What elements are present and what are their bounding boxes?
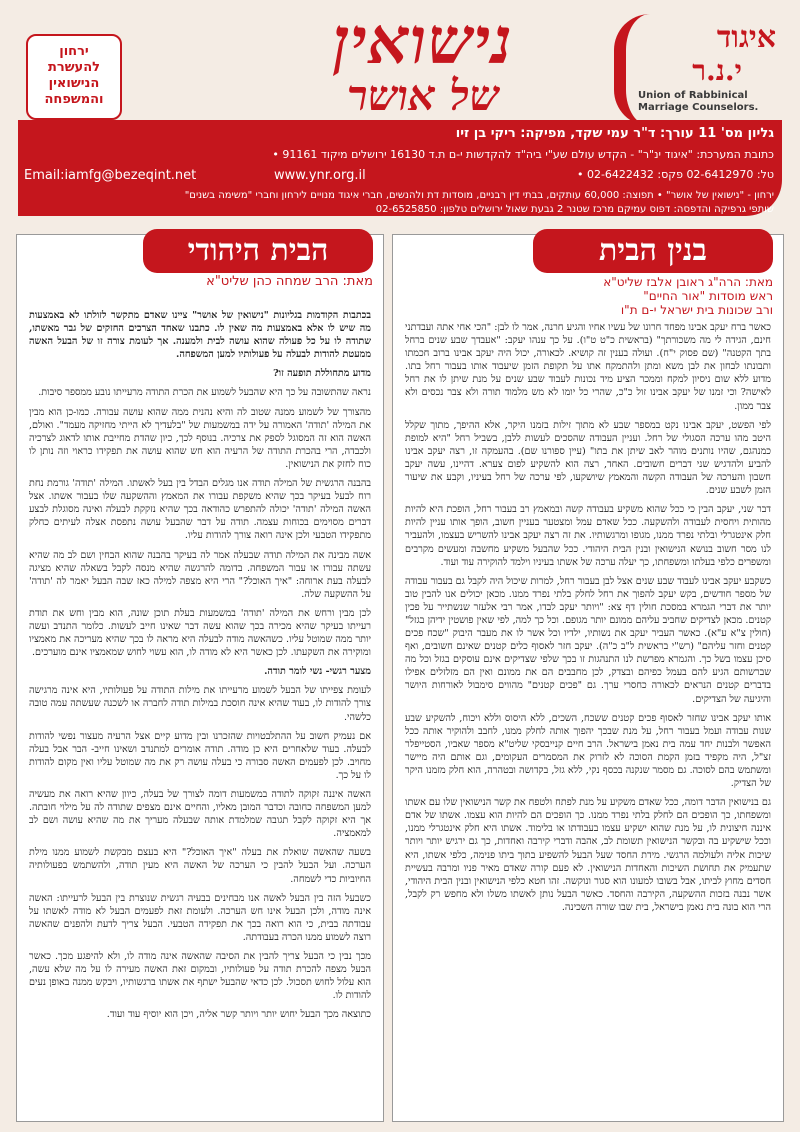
credits-line: ירחון - "נישואין של אושר" • תפוצה: 60,000 עותקים, בבתי דין רבניים, מוסדות דת ולהנשים, חברי איגוד מנויים לירחון וחברי "משימה בשנים"	[184, 190, 774, 201]
badge-line: להעשרת	[47, 60, 101, 75]
paragraph: לכן מבין ורחש את המילה 'תודה' במשמעות בעלת תוכן שונה, הוא מבין וחש את תודת רעייתו בעיקר שהיא מכירה בכך שהוא עשה דבר שאינו חייב לעשות. כלומר התנדב ועשה יותר ממה שמוטל עליו. כשהאשה מודה לבעלה היא מראה לו בכך שהיא מעריכה את מאמציו ומוקירה את השקעתו. לכן כאשר היא לא מודה לו, הוא עשוי לחוש שמאמציו אינם מוערכים.	[29, 607, 371, 659]
badge-line: והמשפחה	[44, 92, 104, 107]
article-title: הבית היהודי	[143, 229, 373, 273]
email-link[interactable]: Email:iamfg@bezeqint.net	[24, 168, 197, 183]
org-name-he: איגוד	[716, 20, 776, 55]
logo-title: נישואין	[332, 4, 514, 79]
author-line: מאת: הרה"ג ראובן אלבז שליט"א	[603, 275, 773, 289]
paragraph: כתוצאה מכך הבעל יחוש יותר ויותר קשר אליה, ויכן הוא יוסיף עוד ועוד.	[106, 1009, 371, 1021]
subheading: מדוע מתחוללת תופעה זו?	[273, 368, 371, 380]
print-line	[376, 204, 774, 215]
paragraph: אשה מבינה את המילה תודה שבעלה אמר לה בעיקר בהבנה שהוא הבחין ושם לב מה שהיא עשתה עבורו או עבור המשפחה. בדומה להרגשה שהיא מנסה לקבל בשאלה שהיא מציגה לבעלה בעת ארוחה: "איך האוכל?" הרי היא מצפה למילה כאז שבה הבעל יאמר לה 'תודה' על ההשקעה שלה.	[29, 549, 371, 600]
paragraph: כשקבע יעקב אבינו לעבוד שבע שנים אצל לבן בעבור רחל, למרות שיכול היה לקבל גם בעבור עבודה של מספר חודשים, בקש יעקב להפוך את רחל לחלק בלתי נפרד ממנו. מכאן יכולים אנו להבין טוב יותר את דברי הגמרא במסכת חולין דף צא: "ויותר יעקב לבדו, אמר רבי אלעזר שנשתייר על פכין קטנים. מכאן לצדיקים שחביב עליהם ממונם יותר מגופם. וכל כך למה, לפי שאין פושטין ידיהן בגזל" (חולין צ"א ע"א). כאשר העביר יעקב את נשותיו, ילדיו וכל אשר לו את מעבר היבוק "שכח פכים קטנים וחזר עליהם" (רש"י בראשית ל"ב כ"ה). יעקב חזר לאסוף כלים קטנים שאינם חשובים, ואף סיכן עצמו בשל כך. והגמרא מפרשת לנו התנהגות זו בכך שלפי שצדיקים אינם עוסקים בגזל וכל מה שברשותם הגיע להם בעמל כפיהם ובצדק, לכן מחבבים הם את ממונם ואין הם מזלזלים אפילו בדברים קטנים הנראים לכאורה כחסרי ערך. גם "פכים קטנים" מהווים סימבול לאורחות היושר והיגיעה של הצדיקים.	[405, 575, 771, 705]
masthead	[18, 4, 782, 120]
article-author	[533, 275, 773, 317]
paragraph: אם נעמיק חשוב על ההתלבטויות שהזכרנו ובין מדוע קיים אצל הרעיה מעצור נפשי להודות לבעלה. בעוד שלאחרים היא כן מודה. תודה אומרים למתנדב ושאינו חייב- הבר אבל בעלה מחויב. לכן לפעמים האשה סבורה כי בעלה עושה רק את מה שמוטל עליו ואין מקום להודות לו על כך.	[29, 730, 371, 781]
paragraph: נראה שהתשובה על כך היא שהבעל לשמוע את הכרת התודה מרעייתו נובע ממספר סיבות.	[38, 387, 371, 399]
info-bar	[18, 120, 782, 216]
monthly-badge	[26, 34, 122, 120]
logo-subtitle: של אושר	[346, 71, 500, 120]
subheading: מצער רגשי- נשי לומר תודה.	[264, 666, 371, 678]
website-link[interactable]: www.ynr.org.il	[274, 168, 366, 183]
article-body	[29, 309, 371, 1115]
phone-line: טל: 02-6412970 פקס: 02-6422432 •	[576, 168, 774, 181]
org-name-en: Union of Rabbinical Marriage Counselors.	[638, 90, 759, 113]
article-author: מאת: הרב שמחה כהן שליט"א	[206, 274, 373, 289]
paragraph: אותו יעקב אבינו שחזר לאסוף פכים קטנים ששכח, השכים, ללא היסוס וללא ויכוח, להשקיע שבע שנות עבודה ועמל בעבור רחל, על מנת שבכך יהפוך אותה לחלק ממנו, לחבב ולהוקיר אותה ככל האפשר ולבנות יחד עמה בית נאמן בישראל. הרב חיים קנייבסקי שליט"א מספר שאביו, הסטייפלר זצ"ל, היה מקפיד בזמן הקמת הסוכה לא לזרוק את המסמרים העקומים, וגם אותם היה מיישר ומשתמש בהם לסוכה. גם מסמר שנקנה בכסף נקי, ללא גזל, בקדושה ובטהרה, הוא חלק מזמנו היקר של הצדיק.	[405, 712, 771, 790]
badge-line: ירחון	[59, 44, 89, 59]
paragraph: כשבעל הזה בין הבעל לאשה אנו מבחינים בבעיה רגשית שנוצרת בין הבעל לרעייתו: האשה אינה מודה, ולכן הבעל אינו חש הערכה. ולעומת זאת לפעמים הבעל לא מודה לאשתו על עבודתה בבית, כי הוא רואה בכך את תפקידה הטבעי. הבעל צריך לדעת ולהפנים שהאשה רוצה לשמוע ממנו הכרה בעבודתה.	[29, 892, 371, 943]
contact-row	[24, 168, 774, 181]
author-line: ראש מוסדות "אור החיים"	[643, 289, 773, 303]
print-text: שותפי גרפיקה והדפסה: דפוס עמיקם מרכז שטנר 2 גבעת שאול ירושלים טלפון:	[439, 204, 774, 215]
badge-line: הנישואין	[48, 76, 100, 91]
article-right	[392, 234, 784, 1122]
article-body	[405, 321, 771, 1113]
paragraph: מכך נבין כי הבעל צריך להבין את הסיבה שהאשה אינה מודה לו, ולא להיפגע מכך. כאשר הבעל מצפה להכרת תודה על פעולותיו, ובמקום זאת האשה מעירה לו על מה שלא עשה, הוא עלול לחוש תסכול. לכן כדאי שהבעל ישתף את אשתו ברגשותיו, ויבקש ממנה באופן נעים להודות לו.	[29, 951, 371, 1002]
paragraph: מהצורך של לשמוע ממנה שטוב לה והיא נהנית ממה שהוא עושה עבורה. כמו-כן הוא מבין את המילה 'תודה' האמורה על ידה במשמעות של "בלעדיך לא הייתי מחזיקה מעמד". ואולם, האשה הוא זה המסוגל לספק את צרכיה. בנוסף לכך, כיון שהדת מחייבת אותו לדאוג לצרכיה ולכבדה, הרי בהכרת התודה של הרעיה הוא חש שהוא עושה את תפקידו כראוי וזה נותן לו כוח לחזק את הנישואין.	[29, 406, 371, 470]
print-phone: 02-6525850	[375, 204, 437, 215]
author-line: ורב שכונות בית ישראל י-ם ת"ו	[620, 303, 773, 317]
issue-line: גליון מס' 11 עורך: ד"ר עמי שקד, מפיקה: ריקי בן זיו	[455, 126, 774, 141]
newsletter-logo	[218, 4, 628, 122]
paragraph: לעומת צפייתו של הבעל לשמוע מרעייתו את מילות התודה על פעולותיו, היא אינה מרגישה צורך להודות לו, בעוד שהיא אינה חוסכת במילות תודה לחברה או לשכנה שעשתה עמה טובה כלשהי.	[29, 685, 371, 723]
paragraph: גם בנישואין הדבר דומה, ככל שאדם משקיע על מנת לפתח ולטפח את קשר הנישואין שלו עם אשתו ומשפחתו, כך הופכים הם לחלק בלתי נפרד ממנו. כך הופכים הם להיות הוא עצמו. אשתו של אדם איננה חיצונית לו, על מנת שהוא ישקיע עצמו בעבודתו או בלימוד. אשתו היא חלק אינטגרלי ממנו, וככל שישקיע בה ובקשר הנישואין תשומת לב, אהבה ודברי קירבה ואחדות, כך גם ירגיש יותר ויותר שיכות אליה ולעולמה הרגשי. מידת החסד שעל הבעל להשפיע בתוך ביתו פנימה, כלפי אשתו, היא שתעמיק את תחושת השיכות והאחדות הנישואין. לא פעם קורה שאדם מאיר פניו ומרבה בעשיית חסדים מחוץ לביתו, אבל בשובו למעונו הוא סגור ונוקשה. זהו חטא כלפי הנישואין ובנין הבית היהודי, אשר נבנה בזכות ההשקעה, הקירבה והחסד. כאשר הבעל נותן לאשתו משלו ולא מחפש רק לקבל, הרי הוא בונה בית נאמן בישראל, בית שבו שורה השכינה.	[405, 797, 771, 913]
organization-logo	[622, 14, 782, 126]
address-line: כתובת המערכת: "איגוד ינ"ר" - הקדש עולם שע"י ביה"ד להקדשות י-ם ת.ד 16130 ירושלים מיקוד 91161 •	[272, 148, 774, 161]
paragraph: בהבנה הרגשית של המילה תודה אנו מגלים הבדל בין בעל לאשתו. המילה 'תודה' גורמת נחת רוח לבעל בעיקר בכך שהיא משקפת עבורו את המאמץ וההשקעה שלו בעבור אשתו. אצל האשה המילה 'תודה' יכולה להתפרש כהודאה בכך שהיא נזקקת לבעלה ואינה מסוגלת לבצע דברים מסוימים בכוחות עצמה. תודה על דבר שהבעל עושה נתפסת אצלה לעיתים כחלק מתפקידו הטבעי ולכן אינה רואה צורך להודות עליו.	[29, 478, 371, 542]
intro-paragraph: בכתבות הקודמות בגליונות "נישואין של אושר" ציינו שאדם מתקשר לזולתו לא באמצעות מה שיש לו אלא באמצעות מה שאין לו. כתבנו שאחד הצרכים החזקים של גבר מאשתו, שתודה לו על כל פעולה שהוא עושה לבית ולמענה. אך לעומת צורה זו של הבעל האשה ממעטת להודות לבעלה על פעולותיו למען המשפחה.	[29, 310, 371, 361]
paragraph: לפי הפשט, יעקב אבינו נקט במספר שבע לא מתוך זילות בזמנו היקר, אלא ההיפך, מתוך שקלל היטב מהו ערכה הסגולי של רחל. ועניין העבודה שהסכים לעשות ללבן, בשביל רחל "היא למופת כמנהגם, שהיו נותנים מוהר לאב שיתן את בתו" (עיין ספורנו שם). בהעמקה זו, רצה יעקב אבינו להביע ולהדגיש שני דברים חשובים. האחד, רצה הוא להשקיע לפום צערא. דהיינו, עשה יעקב חשבון והערכה של העבודה הקשה והמאמץ שיושקעו, לפי ערכה של רחל בעיניו, וקבע את שיעור הזמן לשבע שנים.	[405, 419, 771, 497]
article-title: בנין הבית	[533, 229, 773, 273]
paragraph: כאשר ברח יעקב אבינו מפחד חרונו של עשיו אחיו והגיע חרנה, אמר לו לבן: "הכי אחי אתה ועבדתני חינם, הגידה לי מה משכורתך" (בראשית כ"ט ט"ו). על כך ענהו יעקב: "אעבדך שבע שנים ברחל בתך הקטנה" (שם פסוק י"ח). ועולה בענין זה קושיא. לכאורה, יכול היה יעקב אבינו ברוב חכמתו ותבונתו לבחון את לבן משא ומתן ולהתמקח אתו על תקופת הזמן שיעבוד אותו בעבור רחל בתו. מדוע ללא שום ניסיון למקח וממכר הציע מיד נכונות לעבוד שבע שנים על מנת שיתן לו את רחל לאישה? וכי זמנו של יעקב אבינו זול כ"כ, שהרי כל יומו לא מש מלמוד תורה ולא צבר נכסים ולא צבר ממון.	[405, 322, 771, 412]
paragraph: בשעה שהאשה שואלת את בעלה "איך האוכל?" היא בעצם מבקשת לשמוע ממנו מילת הערכה. ועל הבעל להבין כי הערכה של האשה היא מעין תודה, ולהשתמש בפעולותיה החיוביות כדי לשמחה.	[29, 847, 371, 885]
paragraph: דבר שני, יעקב הבין כי ככל שהוא משקיע בעבודה קשה ובמאמץ רב בעבור רחל, הופכת היא להיות מהותית ויחסית לעבודה ולהשקעה. ככל שאדם עמל ומצטער בעניין חשוב, הופך אותו עניין להיות חלק אינטגרלי ובלתי נפרד ממנו, מגופו ומרגשותיו. את זה רצה יעקב אבינו להשריש בעצמו, ולהעביר לנו מסר חשוב בנושא הנישואין ובנין הבית היהודי. ככל שהבעל משקיע מחשבה ומעשים מקרבים ומשפרים כלפי בעלתו ומשפחתו, כך יעלה ערכה של אשתו בעיניו וילמד להוקירה עוד ועוד.	[405, 504, 771, 568]
article-left	[16, 234, 384, 1122]
org-acronym: י.נ.ר	[692, 54, 742, 87]
paragraph: האשה איננה זקוקה לתודה במשמעות דומה לצורך של בעלה, כיוון שהיא רואה את מעשיה למען המשפחה כחובה וכדבר המובן מאליו, והחיים אינם מצפים שתודה לה על מילוי חובתה. אך היא זקוקה לקבל תגובה שמלמדת אותה שבעלה מעריך את מה שהיא עושה ושם לב למאמציה.	[29, 789, 371, 840]
